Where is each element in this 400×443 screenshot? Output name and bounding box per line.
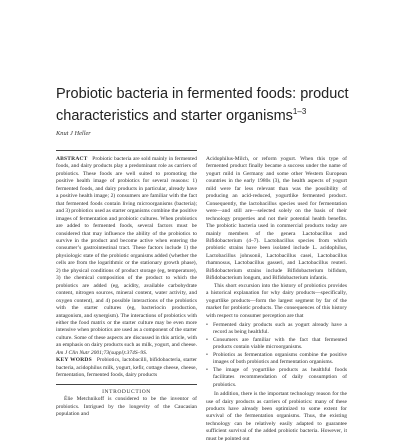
consumer-perception-list bbox=[206, 322, 347, 389]
right-paragraph-1: Acidophilus-Milch, or reform yogurt. When this type of fermented product finally became a success under the name of yogurt mild in Germany and some other Western European countries in the early 1980s (3), the health aspects of yogurt mild were far less relevant than was the possibility of producing an acid-reduced, yogurtlike fermented product. Consequently, the lactobacillus species used for fermentation were—and still are—selected solely on the basis of their technology properties and not their potential health benefits. The probiotic bacteria used in commercial products today are mainly members of the genera Lactobacillus and Bifidobacterium (4–7). Lactobacillus species from which probiotic strains have been isolated include L. acidophilus, Lactobacillus johnsonii, Lactobacillus casei, Lactobacillus rhamnosus, Lactobacillus gasseri, and Lactobacillus reuteri. Bifidobacterium strains include Bifidobacterium bifidum, Bifidobacterium longum, and Bifidobacterium infantis. bbox=[206, 156, 347, 282]
list-item: • Consumers are familiar with the fact that fermented products contain viable microorganisms. bbox=[206, 337, 347, 352]
list-item: • Probiotics as fermentation organisms combine the positive images of both probiotics and fermentation organisms. bbox=[206, 352, 347, 367]
list-item: • The image of yogurtlike products as healthful foods facilitates recommendation of daily consumption of probiotics. bbox=[206, 367, 347, 389]
title-rule bbox=[56, 150, 197, 151]
left-column bbox=[56, 156, 197, 418]
abstract-heading: ABSTRACT bbox=[56, 156, 88, 162]
intro-paragraph: Élie Metchnikoff is considered to be the inventor of probiotics. Intrigued by the longevity of the Caucasian population and bbox=[56, 396, 197, 417]
article-title bbox=[56, 86, 356, 125]
keywords-paragraph bbox=[56, 357, 197, 379]
right-paragraph-3: In addition, there is the important technology reason for the use of dairy products as carriers of probiotics: many of these products have already been optimized to some extent for survival of the fermentation organisms. Thus, the existing technology can be relatively easily adapted to guarantee sufficient survival of the added probiotic bacteria. However, it must be pointed out bbox=[206, 391, 347, 442]
intro-heading: INTRODUCTION bbox=[102, 388, 151, 395]
keywords-text: Probiotics, lactobacilli, bifidobacteria, starter bacteria, acidophilus milk, yogurt, kefir, cottage cheese, cheese, fermentation, fermented foods, dairy products bbox=[56, 357, 197, 379]
article-author: Knut J Heller bbox=[56, 130, 91, 137]
list-item: • Fermented dairy products such as yogurt already have a record as being healthful. bbox=[206, 322, 347, 337]
abstract-paragraph bbox=[56, 156, 197, 357]
keywords-rule bbox=[56, 384, 197, 385]
right-paragraph-2: This short excursion into the history of probiotics provides a historical explanation for why dairy products—specifically, yogurtlike products—form the largest segment by far of the market for probiotic products. The consequences of this history with respect to consumer perception are that bbox=[206, 282, 347, 319]
article-title-text: Probiotic bacteria in fermented foods: product characteristics and starter organisms bbox=[56, 86, 349, 124]
keywords-heading: KEY WORDS bbox=[56, 357, 92, 364]
abstract-text: Probiotic bacteria are sold mainly in fermented foods, and dairy products play a predominant role as carriers of probiotics. These foods are well suited to promoting the positive health image of probiotics for several reasons: 1) fermented foods, and dairy products in particular, already have a positive health image; 2) consumers are familiar with the fact that fermented foods contain living microorganisms (bacteria); and 3) probiotics used as starter organisms combine the positive images of fermentation and probiotic cultures. When probiotics are added to fermented foods, several factors must be considered that may influence the ability of the probiotics to survive in the product and become active when entering the consumer’s gastrointestinal tract. These factors include 1) the physiologic state of the probiotic organisms added (whether the cells are from the logarithmic or the stationary growth phase), 2) the physical conditions of product storage (eg, temperature), 3) the chemical composition of the product to which the probiotics are added (eg, acidity, available carbohydrate content, nitrogen sources, mineral content, water activity, and oxygen content), and 4) possible interactions of the probiotics with the starter cultures (eg, bacteriocin production, antagonism, and synergism). The interactions of probiotics with either the food matrix or the starter culture may be even more intensive when probiotics are used as a component of the starter culture. Some of these aspects are discussed in this article, with an emphasis on dairy products such as milk, yogurt, and cheese. bbox=[56, 156, 198, 349]
abstract-citation: Am J Clin Nutr 2001;73(suppl):374S–9S. bbox=[56, 349, 148, 356]
title-footnote-marks: 1–3 bbox=[292, 107, 307, 116]
right-column bbox=[206, 156, 347, 443]
